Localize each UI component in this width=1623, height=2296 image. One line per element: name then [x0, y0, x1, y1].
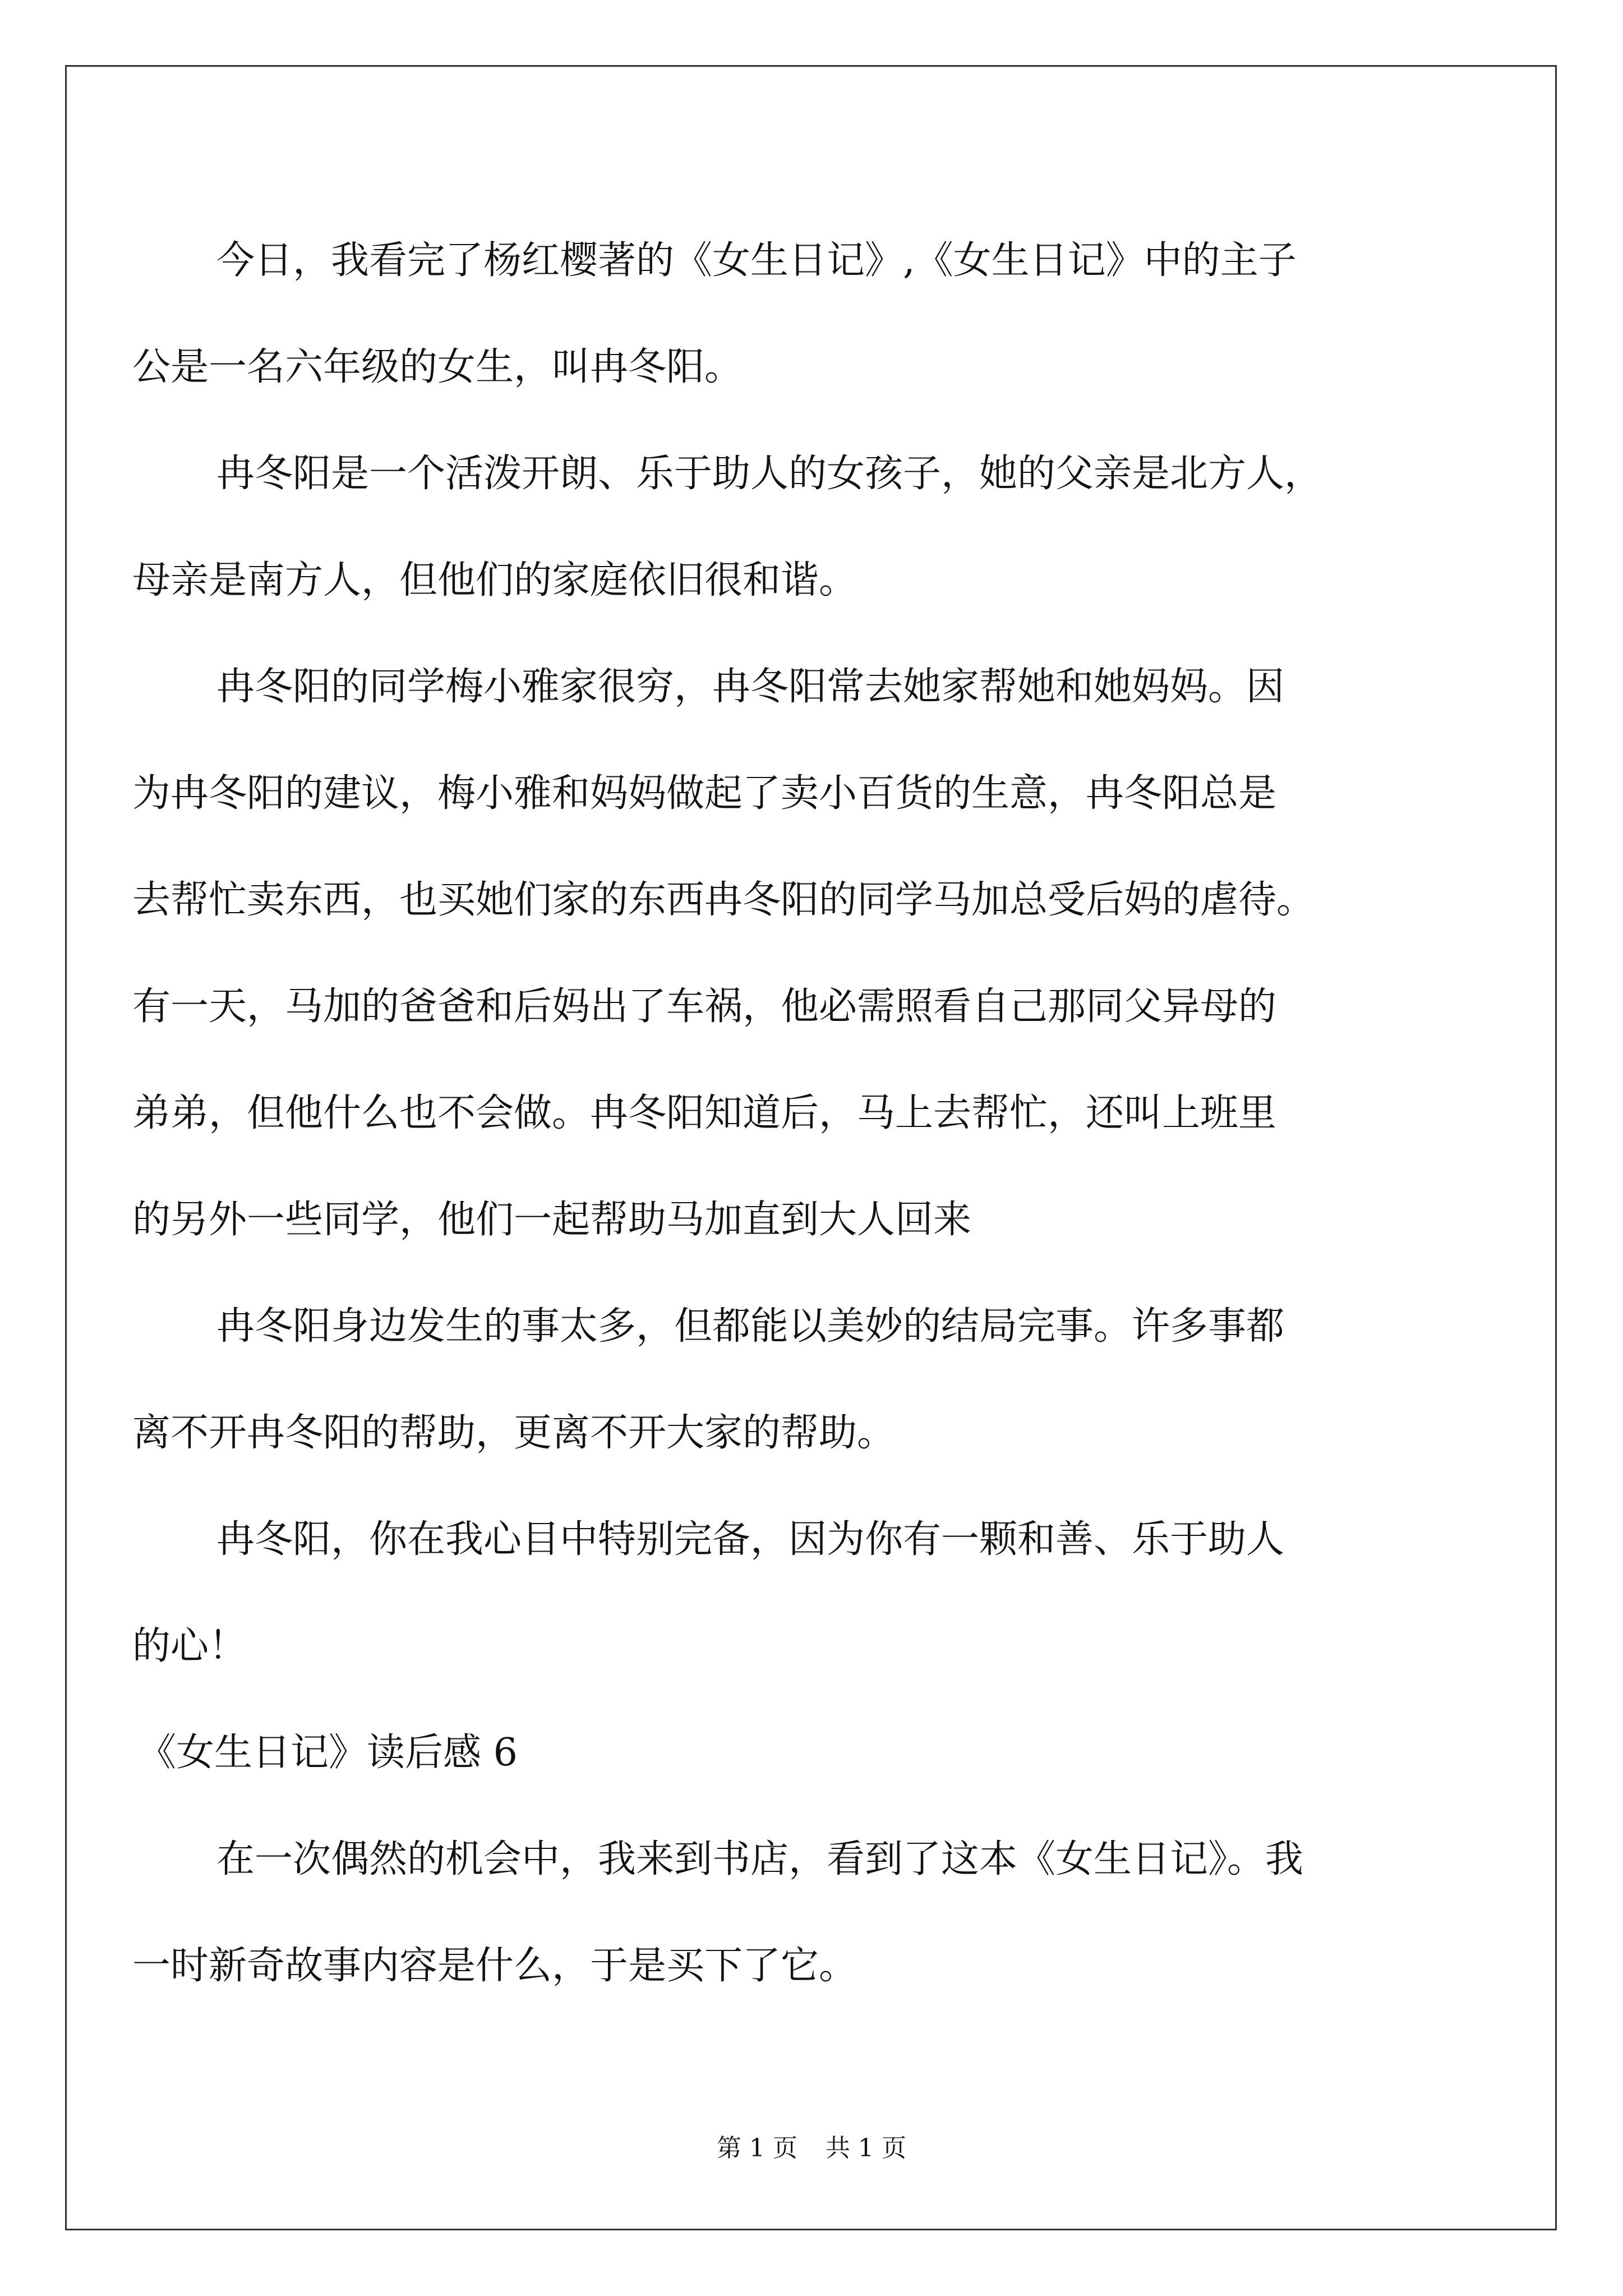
paragraph-line: 一时新奇故事内容是什么，于是买下了它。	[132, 1944, 857, 1988]
paragraph-line: 的另外一些同学，他们一起帮助马加直到大人回来	[132, 1198, 972, 1242]
paragraph-line: 冉冬阳的同学梅小雅家很穷，冉冬阳常去她家帮她和她妈妈。因	[216, 665, 1285, 709]
section-heading: 《女生日记》读后感 6	[138, 1731, 518, 1775]
paragraph-line: 冉冬阳，你在我心目中特别完备，因为你有一颗和善、乐于助人	[216, 1517, 1285, 1562]
paragraph-line: 在一次偶然的机会中，我来到书店，看到了这本《女生日记》。我	[216, 1837, 1304, 1881]
paragraph-line: 母亲是南方人，但他们的家庭依旧很和谐。	[132, 558, 857, 602]
paragraph-line: 公是一名六年级的女生，叫冉冬阳。	[132, 345, 743, 389]
page-number: 第 1 页	[717, 2134, 797, 2162]
paragraph-line: 冉冬阳身边发生的事太多，但都能以美妙的结局完事。许多事都	[216, 1304, 1285, 1349]
paragraph-line: 今日，我看完了杨红樱著的《女生日记》,《女生日记》中的主子	[216, 238, 1297, 283]
paragraph-line: 的心！	[132, 1624, 247, 1668]
page-footer	[0, 2132, 1623, 2165]
paragraph-line: 冉冬阳是一个活泼开朗、乐于助人的女孩子，她的父亲是北方人，	[216, 452, 1323, 496]
paragraph-line: 弟弟，但他什么也不会做。冉冬阳知道后，马上去帮忙，还叫上班里	[132, 1091, 1277, 1135]
paragraph-line: 去帮忙卖东西，也买她们家的东西冉冬阳的同学马加总受后妈的虐待。	[132, 878, 1315, 922]
page-total: 共 1 页	[826, 2134, 906, 2162]
paragraph-line: 为冉冬阳的建议，梅小雅和妈妈做起了卖小百货的生意，冉冬阳总是	[132, 771, 1277, 816]
paragraph-line: 有一天，马加的爸爸和后妈出了车祸，他必需照看自己那同父异母的	[132, 984, 1277, 1029]
document-body	[132, 208, 1433, 2019]
paragraph-line: 离不开冉冬阳的帮助，更离不开大家的帮助。	[132, 1411, 896, 1455]
